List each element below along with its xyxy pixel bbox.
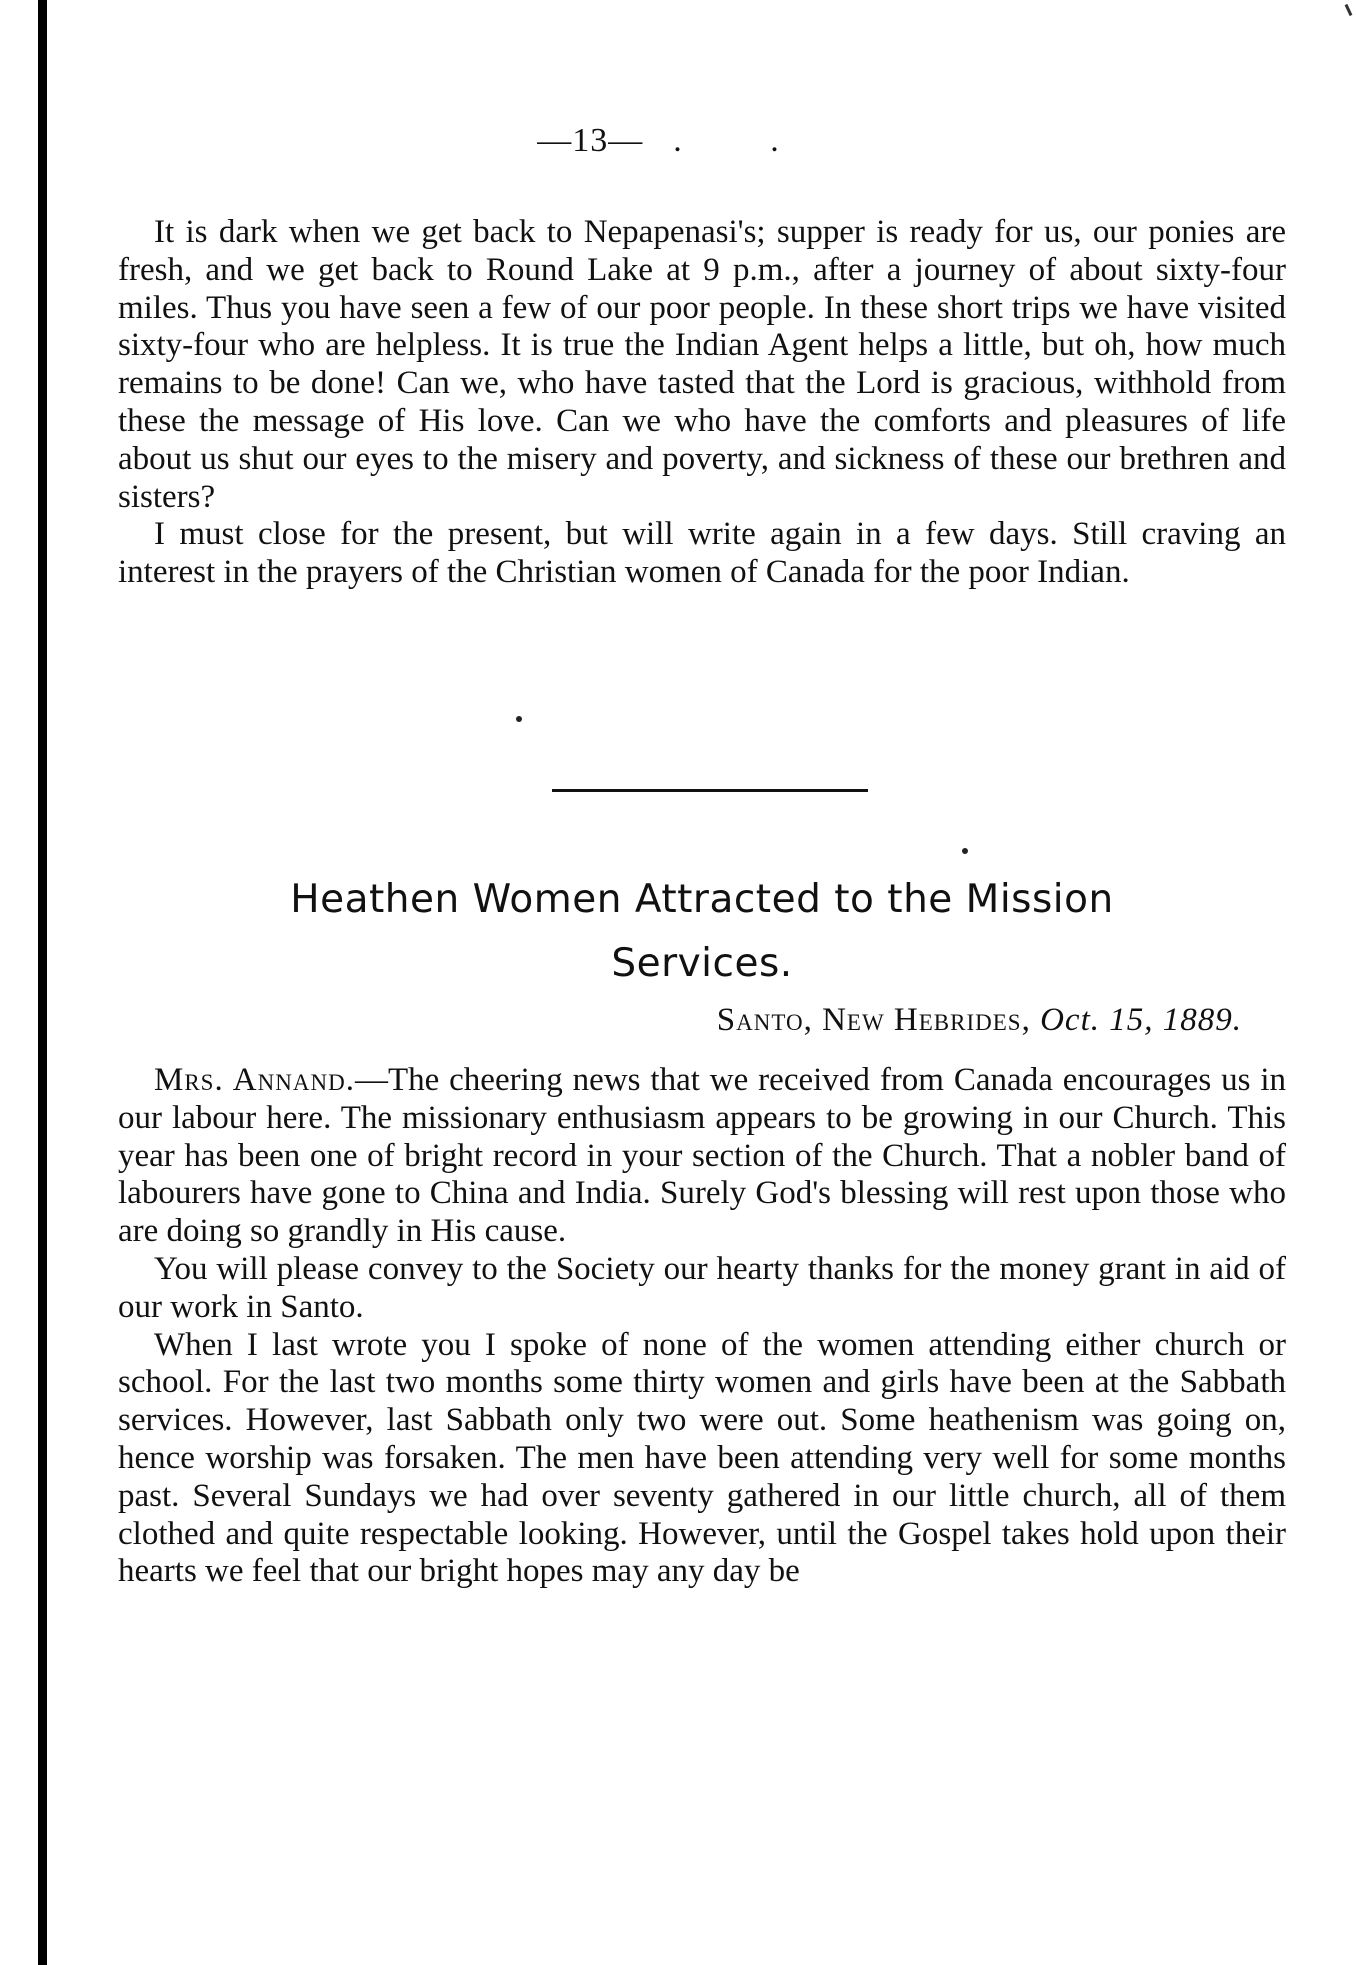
article-dateline <box>717 1002 1242 1039</box>
article-paragraph: When I last wrote you I spoke of none of the women attending either church or school. For the last two months some thirty women and girls have been at the Sabbath services. However, last Sabbath only two were out. Some heathenism was going on, hence worship was forsaken. The men have been attending very well for some months past. Several Sundays we had over seventy gathered in our little church, all of them clothed and quite respectable looking. However, until the Gospel takes hold upon their hearts we feel that our bright hopes may any day be <box>118 1326 1286 1590</box>
article-paragraph <box>118 1062 1286 1251</box>
stray-dot <box>962 848 968 854</box>
speaker-name: Mrs. Annand. <box>154 1062 355 1098</box>
article-heading-line-2: Services. <box>611 941 793 986</box>
article-paragraph-text: —The cheering news that we received from Canada encourages us in our labour here. The missionary enthusiasm appears to be growing in our Church. This year has been one of bright record in your section of the Church. That a nobler band of labourers have gone to China and India. Surely God's blessing will rest upon those who are doing so grandly in His cause. <box>118 1062 1286 1250</box>
article-paragraph: You will please convey to the Society our hearty thanks for the money grant in aid of our work in Santo. <box>118 1250 1286 1325</box>
article-heading <box>118 868 1286 996</box>
dateline-date: Oct. 15, 1889. <box>1040 1002 1242 1038</box>
page-number-text: —13— <box>537 122 644 159</box>
letter-paragraph: It is dark when we get back to Nepapenasi's; supper is ready for us, our ponies are fresh, and we get back to Round Lake at 9 p.m., after a journey of about sixty-four miles. Thus you have seen a few of our poor people. In these short trips we have visited sixty-four who are helpless. It is true the Indian Agent helps a little, but oh, how much remains to be done! Can we, who have tasted that the Lord is gracious, withhold from these the message of His love. Can we who have the comforts and pleasures of life about us shut our eyes to the misery and poverty, and sickness of these our brethren and sisters? <box>118 214 1286 515</box>
left-margin-rule <box>38 0 47 1965</box>
page-number-marks: . . <box>673 122 819 159</box>
section-divider <box>552 789 868 792</box>
stray-dot <box>516 716 522 722</box>
article-body <box>118 1062 1286 1591</box>
letter-ending <box>118 214 1286 592</box>
page-number <box>0 122 1356 160</box>
corner-mark <box>1345 4 1353 16</box>
letter-closing-paragraph: I must close for the present, but will write again in a few days. Still craving an interest in the prayers of the Christian women of Canada for the poor Indian. <box>118 516 1286 591</box>
article-heading-line-1: Heathen Women Attracted to the Mission <box>290 877 1114 922</box>
dateline-place: Santo, New Hebrides, <box>716 1002 1031 1038</box>
